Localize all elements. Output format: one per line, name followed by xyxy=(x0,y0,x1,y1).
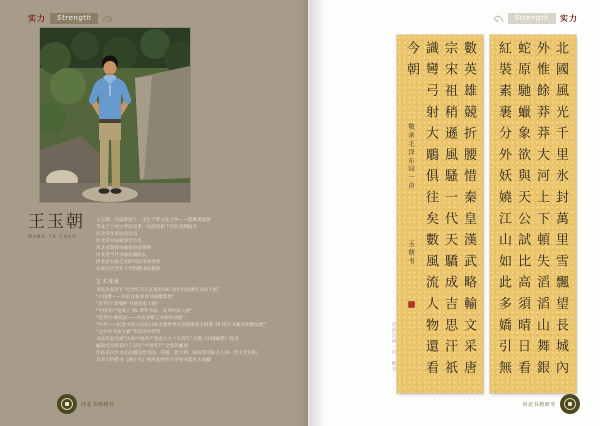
achievement-item: 书法作品曾在“纪念红军长征胜利 80 周年中国现代书法大展” xyxy=(96,288,220,293)
section-label-cn: 实力 xyxy=(560,12,578,23)
publisher-name: 河北书画研究 xyxy=(81,401,115,408)
calligraphy-column: 宗宋祖稍遜風騷一代天驕成吉思汗祇 xyxy=(442,41,457,382)
bio-intro-line: 王玉朝，号粱梦居士，出生于梦文化之乡——邯郸黄粱梦 xyxy=(96,218,211,223)
artist-name-cn: 王玉朝 xyxy=(28,212,85,232)
calligraphy-column: 蛇原馳蠟象欲與天公試比高須晴日看 xyxy=(515,41,530,382)
section-label-en: Strength xyxy=(514,13,549,22)
signature-column xyxy=(401,41,421,387)
flourish-icon xyxy=(102,13,114,24)
calligraphy-panel-right xyxy=(490,35,576,393)
membership-item: 河北省书法家协会会员 xyxy=(96,239,142,244)
membership-item: 河北省作家协会会员 xyxy=(96,232,138,237)
achievement-item: “中国共产党成立 95 周年书法、美术作品大展” xyxy=(96,309,193,314)
right-header xyxy=(492,12,578,24)
left-header xyxy=(28,12,114,24)
calligraphy-column: 識彎弓射大鵰俱往矣數風流人物還看 xyxy=(423,41,438,382)
calligraphy-column: 北國風光千里氷封萬里雪飄望長城內 xyxy=(553,41,568,382)
inscription-text: 敬录毛泽东词一首 xyxy=(407,122,415,191)
achievement-item: “公仆杯书法大赛”等活动中获奖 xyxy=(96,330,161,335)
achievements-title: 艺术成就 xyxy=(96,279,121,285)
membership-item: 石家庄市老年大学特聘书法教师 xyxy=(96,267,161,272)
artwork-caption: 毛泽东词一首 楷书 xyxy=(391,322,396,372)
artist-name-block xyxy=(28,212,94,239)
achievement-item: “中国梦——河北省新闻界书画摄影展” xyxy=(96,295,175,300)
calligraphy-panel-left xyxy=(397,35,483,393)
achievement-item: 书法作品还被“庆祝中国共产党成立九十五周年”主题《中国邮册》收录 xyxy=(96,337,239,342)
right-footer xyxy=(522,394,580,414)
membership-item: 河北省书画艺术研究院常务理事 xyxy=(96,260,161,265)
flourish-icon xyxy=(492,13,504,24)
portrait-photo xyxy=(40,28,190,202)
calligraphy-column: 數英雄競折腰惜秦皇漢武略輸文采唐 xyxy=(461,41,476,382)
achievement-item: “赶考行·颂祖国——河北省职工书画作品展” xyxy=(96,316,185,321)
section-tag xyxy=(508,13,556,24)
section-tag xyxy=(50,13,98,24)
achievement-item: 其书写的楷书《诫子书》被河北经贸大学图书馆永久收藏 xyxy=(96,358,211,363)
calligraphy-column: 外惟餘莽莽大河上下頓失滔滔山舞銀 xyxy=(534,41,549,382)
calligraphy-ending: 今朝 xyxy=(404,41,419,84)
achievement-item: 邮政还出版发行了冠有“中国名片”之誉的邮册 xyxy=(96,344,189,349)
achievement-item: “赶考行‘鸿瑞杯’书画名家大展” xyxy=(96,302,159,307)
artist-name-en: WANG YU CHAO xyxy=(28,234,77,239)
section-label-cn: 实力 xyxy=(28,12,46,23)
calligraphy-text xyxy=(490,35,574,393)
calligraphy-column: 紅裝素裹分外妖嬈江山如此多嬌引無 xyxy=(496,41,511,382)
left-footer xyxy=(57,394,115,414)
bio-intro-line: 毕业于兰州大学历史系，目前供职于河北法制报社 xyxy=(96,225,198,230)
signature-text: 玉朝书 xyxy=(407,240,415,267)
publisher-name: 河北书画研究 xyxy=(522,401,556,408)
calligraphy-text xyxy=(397,35,482,393)
red-seal-icon xyxy=(408,301,415,308)
portrait-illustration xyxy=(40,28,190,202)
membership-item: 河北省新闻书画家协会理事 xyxy=(96,246,152,251)
publisher-logo-icon xyxy=(560,394,580,414)
achievement-item: 作品多次作为礼品赠送给美国、英国、意大利、韩国等国际友人和一些文化机构 xyxy=(96,351,257,356)
section-label-en: Strength xyxy=(57,13,92,22)
membership-item: 河北省当代书画院副院长 xyxy=(96,253,147,258)
achievement-item: “中华——纪念中国人民抗日战争暨世界反法西斯战争胜利 70 周年书画名家精品展” xyxy=(96,323,266,328)
biography-column xyxy=(96,217,308,364)
publisher-logo-icon xyxy=(57,394,77,414)
right-page xyxy=(308,0,600,426)
